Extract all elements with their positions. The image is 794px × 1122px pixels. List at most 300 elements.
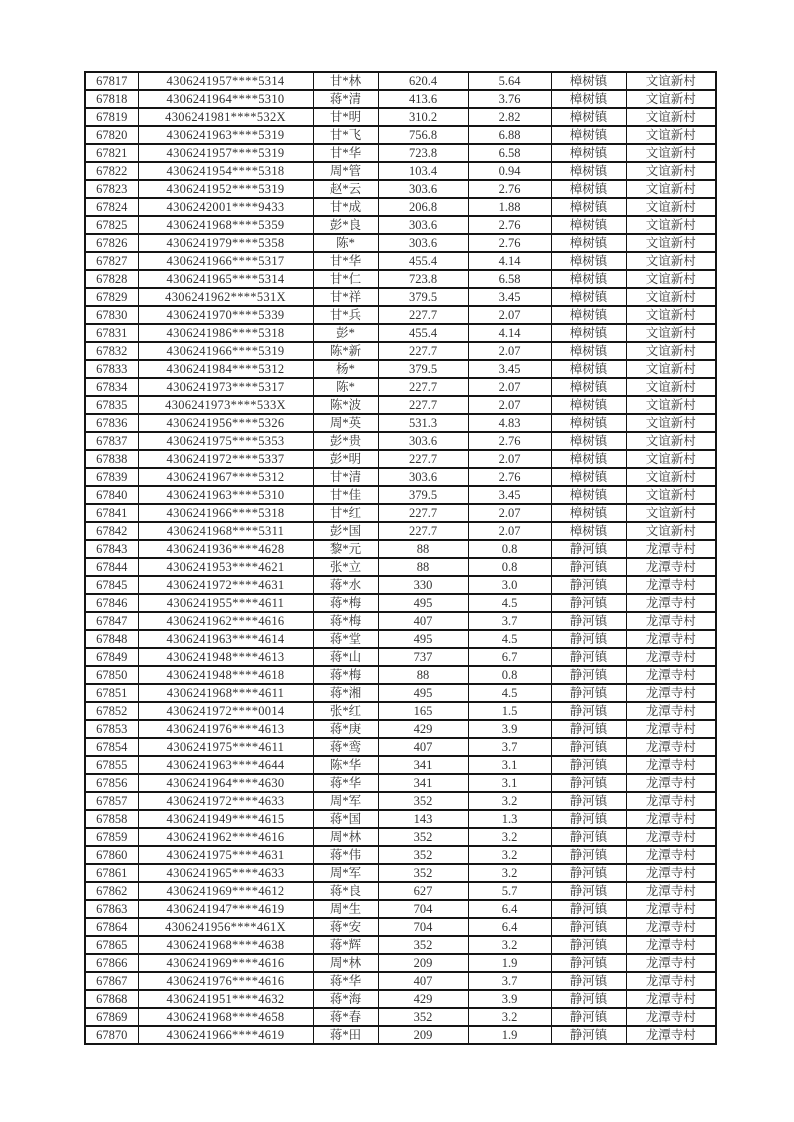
cell-name: 甘*华 — [313, 252, 378, 270]
cell-serial: 67841 — [85, 504, 138, 522]
cell-rate: 3.76 — [468, 90, 551, 108]
cell-town: 静河镇 — [551, 972, 626, 990]
table-row — [85, 810, 716, 828]
cell-serial: 67843 — [85, 540, 138, 558]
cell-id-number: 4306241984****5312 — [138, 360, 313, 378]
cell-village: 文谊新村 — [626, 522, 716, 540]
cell-amount: 303.6 — [378, 468, 468, 486]
table-row — [85, 990, 716, 1008]
cell-id-number: 4306241972****0014 — [138, 702, 313, 720]
cell-serial: 67831 — [85, 324, 138, 342]
cell-village: 龙潭寺村 — [626, 630, 716, 648]
cell-name: 蒋*伟 — [313, 846, 378, 864]
table-row — [85, 522, 716, 540]
cell-rate: 4.5 — [468, 594, 551, 612]
cell-name: 甘*清 — [313, 468, 378, 486]
cell-serial: 67863 — [85, 900, 138, 918]
cell-town: 樟树镇 — [551, 432, 626, 450]
cell-serial: 67849 — [85, 648, 138, 666]
cell-name: 黎*元 — [313, 540, 378, 558]
cell-amount: 429 — [378, 720, 468, 738]
table-row — [85, 504, 716, 522]
cell-name: 甘*飞 — [313, 126, 378, 144]
cell-town: 静河镇 — [551, 1008, 626, 1026]
cell-town: 静河镇 — [551, 684, 626, 702]
cell-village: 文谊新村 — [626, 450, 716, 468]
cell-town: 静河镇 — [551, 666, 626, 684]
cell-rate: 6.88 — [468, 126, 551, 144]
cell-town: 静河镇 — [551, 576, 626, 594]
cell-amount: 303.6 — [378, 180, 468, 198]
cell-name: 陈*华 — [313, 756, 378, 774]
cell-town: 樟树镇 — [551, 378, 626, 396]
cell-amount: 455.4 — [378, 324, 468, 342]
cell-town: 樟树镇 — [551, 360, 626, 378]
cell-id-number: 4306241972****4633 — [138, 792, 313, 810]
cell-town: 樟树镇 — [551, 144, 626, 162]
cell-serial: 67828 — [85, 270, 138, 288]
cell-village: 文谊新村 — [626, 468, 716, 486]
cell-town: 樟树镇 — [551, 288, 626, 306]
cell-amount: 206.8 — [378, 198, 468, 216]
cell-amount: 352 — [378, 792, 468, 810]
cell-amount: 379.5 — [378, 486, 468, 504]
cell-rate: 2.07 — [468, 522, 551, 540]
cell-serial: 67860 — [85, 846, 138, 864]
cell-name: 甘*林 — [313, 72, 378, 90]
cell-name: 彭*良 — [313, 216, 378, 234]
cell-name: 蒋*堂 — [313, 630, 378, 648]
cell-amount: 352 — [378, 1008, 468, 1026]
cell-rate: 4.14 — [468, 252, 551, 270]
cell-town: 静河镇 — [551, 828, 626, 846]
cell-amount: 227.7 — [378, 306, 468, 324]
cell-id-number: 4306241936****4628 — [138, 540, 313, 558]
cell-village: 文谊新村 — [626, 270, 716, 288]
cell-amount: 227.7 — [378, 450, 468, 468]
cell-rate: 3.7 — [468, 972, 551, 990]
cell-id-number: 4306241969****4612 — [138, 882, 313, 900]
cell-serial: 67864 — [85, 918, 138, 936]
cell-amount: 227.7 — [378, 396, 468, 414]
cell-id-number: 4306241949****4615 — [138, 810, 313, 828]
cell-town: 樟树镇 — [551, 414, 626, 432]
cell-serial: 67845 — [85, 576, 138, 594]
cell-id-number: 4306241957****5314 — [138, 72, 313, 90]
cell-id-number: 4306241962****531X — [138, 288, 313, 306]
cell-serial: 67858 — [85, 810, 138, 828]
cell-rate: 6.4 — [468, 918, 551, 936]
cell-amount: 620.4 — [378, 72, 468, 90]
cell-serial: 67827 — [85, 252, 138, 270]
table-row — [85, 270, 716, 288]
cell-rate: 3.2 — [468, 1008, 551, 1026]
cell-rate: 1.88 — [468, 198, 551, 216]
cell-amount: 495 — [378, 630, 468, 648]
cell-rate: 2.07 — [468, 306, 551, 324]
cell-serial: 67818 — [85, 90, 138, 108]
cell-amount: 165 — [378, 702, 468, 720]
cell-id-number: 4306241963****4644 — [138, 756, 313, 774]
cell-serial: 67870 — [85, 1026, 138, 1044]
cell-amount: 143 — [378, 810, 468, 828]
cell-id-number: 4306241973****533X — [138, 396, 313, 414]
cell-town: 静河镇 — [551, 720, 626, 738]
cell-village: 龙潭寺村 — [626, 774, 716, 792]
table-row — [85, 936, 716, 954]
cell-serial: 67869 — [85, 1008, 138, 1026]
cell-village: 龙潭寺村 — [626, 828, 716, 846]
cell-amount: 88 — [378, 540, 468, 558]
cell-town: 静河镇 — [551, 990, 626, 1008]
cell-rate: 5.64 — [468, 72, 551, 90]
table-row — [85, 576, 716, 594]
cell-village: 文谊新村 — [626, 306, 716, 324]
cell-village: 龙潭寺村 — [626, 792, 716, 810]
cell-amount: 495 — [378, 684, 468, 702]
cell-name: 蒋*春 — [313, 1008, 378, 1026]
table-row — [85, 450, 716, 468]
cell-name: 蒋*田 — [313, 1026, 378, 1044]
cell-rate: 2.76 — [468, 468, 551, 486]
cell-village: 文谊新村 — [626, 486, 716, 504]
cell-serial: 67835 — [85, 396, 138, 414]
cell-rate: 0.8 — [468, 666, 551, 684]
cell-name: 陈* — [313, 378, 378, 396]
cell-name: 蒋*国 — [313, 810, 378, 828]
cell-town: 樟树镇 — [551, 522, 626, 540]
cell-rate: 3.1 — [468, 756, 551, 774]
cell-id-number: 4306241948****4613 — [138, 648, 313, 666]
table-row — [85, 972, 716, 990]
cell-village: 文谊新村 — [626, 432, 716, 450]
cell-serial: 67866 — [85, 954, 138, 972]
table-row — [85, 792, 716, 810]
cell-name: 蒋*海 — [313, 990, 378, 1008]
cell-rate: 2.07 — [468, 396, 551, 414]
table-row — [85, 468, 716, 486]
cell-town: 静河镇 — [551, 918, 626, 936]
cell-serial: 67867 — [85, 972, 138, 990]
cell-id-number: 4306241965****5314 — [138, 270, 313, 288]
cell-rate: 6.58 — [468, 270, 551, 288]
cell-rate: 1.5 — [468, 702, 551, 720]
cell-town: 樟树镇 — [551, 486, 626, 504]
table-row — [85, 594, 716, 612]
cell-rate: 3.9 — [468, 720, 551, 738]
table-row — [85, 288, 716, 306]
cell-village: 文谊新村 — [626, 108, 716, 126]
cell-town: 静河镇 — [551, 900, 626, 918]
cell-village: 龙潭寺村 — [626, 612, 716, 630]
cell-name: 蒋*梅 — [313, 666, 378, 684]
cell-serial: 67822 — [85, 162, 138, 180]
cell-serial: 67842 — [85, 522, 138, 540]
table-row — [85, 414, 716, 432]
cell-amount: 303.6 — [378, 432, 468, 450]
cell-serial: 67826 — [85, 234, 138, 252]
table-row — [85, 774, 716, 792]
cell-name: 陈* — [313, 234, 378, 252]
cell-amount: 341 — [378, 756, 468, 774]
cell-town: 静河镇 — [551, 558, 626, 576]
cell-town: 静河镇 — [551, 864, 626, 882]
cell-id-number: 4306241957****5319 — [138, 144, 313, 162]
cell-name: 张*立 — [313, 558, 378, 576]
cell-amount: 407 — [378, 738, 468, 756]
table-row — [85, 738, 716, 756]
cell-name: 蒋*梅 — [313, 612, 378, 630]
cell-id-number: 4306241976****4613 — [138, 720, 313, 738]
table-row — [85, 666, 716, 684]
cell-rate: 3.2 — [468, 846, 551, 864]
cell-rate: 4.83 — [468, 414, 551, 432]
cell-rate: 3.45 — [468, 486, 551, 504]
cell-village: 文谊新村 — [626, 396, 716, 414]
cell-name: 甘*红 — [313, 504, 378, 522]
cell-amount: 341 — [378, 774, 468, 792]
cell-village: 文谊新村 — [626, 90, 716, 108]
cell-amount: 407 — [378, 972, 468, 990]
table-row — [85, 126, 716, 144]
cell-amount: 303.6 — [378, 216, 468, 234]
cell-rate: 3.2 — [468, 792, 551, 810]
table-row — [85, 162, 716, 180]
cell-name: 蒋*水 — [313, 576, 378, 594]
cell-amount: 627 — [378, 882, 468, 900]
table-row — [85, 756, 716, 774]
cell-amount: 407 — [378, 612, 468, 630]
cell-id-number: 4306241967****5312 — [138, 468, 313, 486]
cell-rate: 2.76 — [468, 216, 551, 234]
cell-village: 龙潭寺村 — [626, 846, 716, 864]
cell-id-number: 4306241966****5319 — [138, 342, 313, 360]
cell-name: 甘*佳 — [313, 486, 378, 504]
cell-name: 彭*明 — [313, 450, 378, 468]
cell-town: 静河镇 — [551, 936, 626, 954]
cell-amount: 227.7 — [378, 522, 468, 540]
cell-rate: 1.9 — [468, 1026, 551, 1044]
cell-name: 周*军 — [313, 792, 378, 810]
table-row — [85, 216, 716, 234]
cell-rate: 3.2 — [468, 864, 551, 882]
cell-village: 龙潭寺村 — [626, 990, 716, 1008]
cell-id-number: 4306242001****9433 — [138, 198, 313, 216]
cell-name: 彭*贵 — [313, 432, 378, 450]
cell-rate: 3.45 — [468, 288, 551, 306]
table-row — [85, 684, 716, 702]
cell-id-number: 4306241963****5310 — [138, 486, 313, 504]
cell-name: 周*英 — [313, 414, 378, 432]
cell-amount: 227.7 — [378, 504, 468, 522]
cell-name: 周*林 — [313, 828, 378, 846]
table-row — [85, 918, 716, 936]
cell-village: 文谊新村 — [626, 162, 716, 180]
table-row — [85, 360, 716, 378]
table-row — [85, 1008, 716, 1026]
cell-id-number: 4306241972****5337 — [138, 450, 313, 468]
cell-town: 樟树镇 — [551, 396, 626, 414]
cell-amount: 723.8 — [378, 144, 468, 162]
cell-amount: 429 — [378, 990, 468, 1008]
cell-name: 甘*兵 — [313, 306, 378, 324]
cell-serial: 67848 — [85, 630, 138, 648]
cell-rate: 2.07 — [468, 450, 551, 468]
cell-id-number: 4306241968****4611 — [138, 684, 313, 702]
cell-village: 龙潭寺村 — [626, 918, 716, 936]
cell-id-number: 4306241968****4658 — [138, 1008, 313, 1026]
cell-serial: 67840 — [85, 486, 138, 504]
cell-town: 樟树镇 — [551, 504, 626, 522]
cell-rate: 3.45 — [468, 360, 551, 378]
cell-town: 静河镇 — [551, 792, 626, 810]
cell-amount: 531.3 — [378, 414, 468, 432]
cell-serial: 67850 — [85, 666, 138, 684]
cell-name: 甘*明 — [313, 108, 378, 126]
cell-name: 蒋*庚 — [313, 720, 378, 738]
cell-town: 静河镇 — [551, 954, 626, 972]
cell-name: 蒋*辉 — [313, 936, 378, 954]
cell-village: 龙潭寺村 — [626, 900, 716, 918]
table-row — [85, 558, 716, 576]
cell-town: 静河镇 — [551, 846, 626, 864]
table-row — [85, 954, 716, 972]
cell-serial: 67847 — [85, 612, 138, 630]
table-row — [85, 180, 716, 198]
cell-serial: 67868 — [85, 990, 138, 1008]
cell-amount: 379.5 — [378, 288, 468, 306]
cell-town: 樟树镇 — [551, 270, 626, 288]
cell-name: 周*生 — [313, 900, 378, 918]
cell-village: 文谊新村 — [626, 324, 716, 342]
cell-serial: 67819 — [85, 108, 138, 126]
cell-name: 赵*云 — [313, 180, 378, 198]
cell-amount: 330 — [378, 576, 468, 594]
cell-serial: 67823 — [85, 180, 138, 198]
cell-serial: 67825 — [85, 216, 138, 234]
cell-serial: 67832 — [85, 342, 138, 360]
cell-town: 静河镇 — [551, 612, 626, 630]
cell-serial: 67857 — [85, 792, 138, 810]
cell-name: 蒋*梅 — [313, 594, 378, 612]
cell-amount: 209 — [378, 954, 468, 972]
cell-serial: 67834 — [85, 378, 138, 396]
cell-id-number: 4306241962****4616 — [138, 828, 313, 846]
cell-name: 彭*国 — [313, 522, 378, 540]
cell-amount: 103.4 — [378, 162, 468, 180]
cell-village: 文谊新村 — [626, 378, 716, 396]
cell-serial: 67861 — [85, 864, 138, 882]
cell-rate: 2.07 — [468, 504, 551, 522]
cell-rate: 6.4 — [468, 900, 551, 918]
cell-amount: 310.2 — [378, 108, 468, 126]
cell-name: 周*军 — [313, 864, 378, 882]
cell-id-number: 4306241968****4638 — [138, 936, 313, 954]
cell-name: 蒋*华 — [313, 774, 378, 792]
cell-id-number: 4306241975****4611 — [138, 738, 313, 756]
table-row — [85, 90, 716, 108]
table-row — [85, 72, 716, 90]
cell-name: 甘*仁 — [313, 270, 378, 288]
cell-town: 樟树镇 — [551, 468, 626, 486]
cell-amount: 379.5 — [378, 360, 468, 378]
cell-amount: 352 — [378, 828, 468, 846]
cell-town: 樟树镇 — [551, 234, 626, 252]
cell-name: 彭* — [313, 324, 378, 342]
cell-rate: 1.3 — [468, 810, 551, 828]
table-row — [85, 900, 716, 918]
table-row — [85, 1026, 716, 1044]
cell-serial: 67820 — [85, 126, 138, 144]
cell-village: 龙潭寺村 — [626, 954, 716, 972]
cell-amount: 756.8 — [378, 126, 468, 144]
cell-amount: 455.4 — [378, 252, 468, 270]
cell-amount: 704 — [378, 918, 468, 936]
cell-name: 蒋*山 — [313, 648, 378, 666]
cell-id-number: 4306241964****4630 — [138, 774, 313, 792]
table-row — [85, 144, 716, 162]
cell-serial: 67837 — [85, 432, 138, 450]
cell-town: 樟树镇 — [551, 126, 626, 144]
cell-id-number: 4306241951****4632 — [138, 990, 313, 1008]
cell-town: 樟树镇 — [551, 342, 626, 360]
table-row — [85, 234, 716, 252]
cell-id-number: 4306241966****5317 — [138, 252, 313, 270]
cell-name: 杨* — [313, 360, 378, 378]
cell-id-number: 4306241956****5326 — [138, 414, 313, 432]
cell-amount: 737 — [378, 648, 468, 666]
cell-town: 静河镇 — [551, 774, 626, 792]
cell-id-number: 4306241986****5318 — [138, 324, 313, 342]
cell-village: 龙潭寺村 — [626, 738, 716, 756]
cell-serial: 67853 — [85, 720, 138, 738]
cell-town: 樟树镇 — [551, 324, 626, 342]
cell-amount: 352 — [378, 864, 468, 882]
cell-village: 文谊新村 — [626, 360, 716, 378]
cell-town: 静河镇 — [551, 702, 626, 720]
cell-amount: 704 — [378, 900, 468, 918]
cell-serial: 67821 — [85, 144, 138, 162]
cell-village: 龙潭寺村 — [626, 756, 716, 774]
cell-village: 龙潭寺村 — [626, 936, 716, 954]
cell-town: 静河镇 — [551, 630, 626, 648]
table-row — [85, 198, 716, 216]
cell-town: 静河镇 — [551, 738, 626, 756]
cell-rate: 2.07 — [468, 342, 551, 360]
cell-rate: 3.7 — [468, 612, 551, 630]
cell-id-number: 4306241954****5318 — [138, 162, 313, 180]
table-body — [85, 72, 716, 1044]
cell-village: 龙潭寺村 — [626, 720, 716, 738]
cell-village: 龙潭寺村 — [626, 810, 716, 828]
cell-amount: 209 — [378, 1026, 468, 1044]
cell-serial: 67829 — [85, 288, 138, 306]
cell-rate: 3.1 — [468, 774, 551, 792]
cell-rate: 3.9 — [468, 990, 551, 1008]
cell-town: 樟树镇 — [551, 306, 626, 324]
cell-amount: 227.7 — [378, 378, 468, 396]
cell-id-number: 4306241964****5310 — [138, 90, 313, 108]
cell-serial: 67852 — [85, 702, 138, 720]
cell-serial: 67854 — [85, 738, 138, 756]
cell-town: 静河镇 — [551, 648, 626, 666]
table-row — [85, 702, 716, 720]
cell-serial: 67839 — [85, 468, 138, 486]
cell-village: 龙潭寺村 — [626, 648, 716, 666]
cell-serial: 67833 — [85, 360, 138, 378]
cell-id-number: 4306241975****4631 — [138, 846, 313, 864]
cell-name: 蒋*良 — [313, 882, 378, 900]
